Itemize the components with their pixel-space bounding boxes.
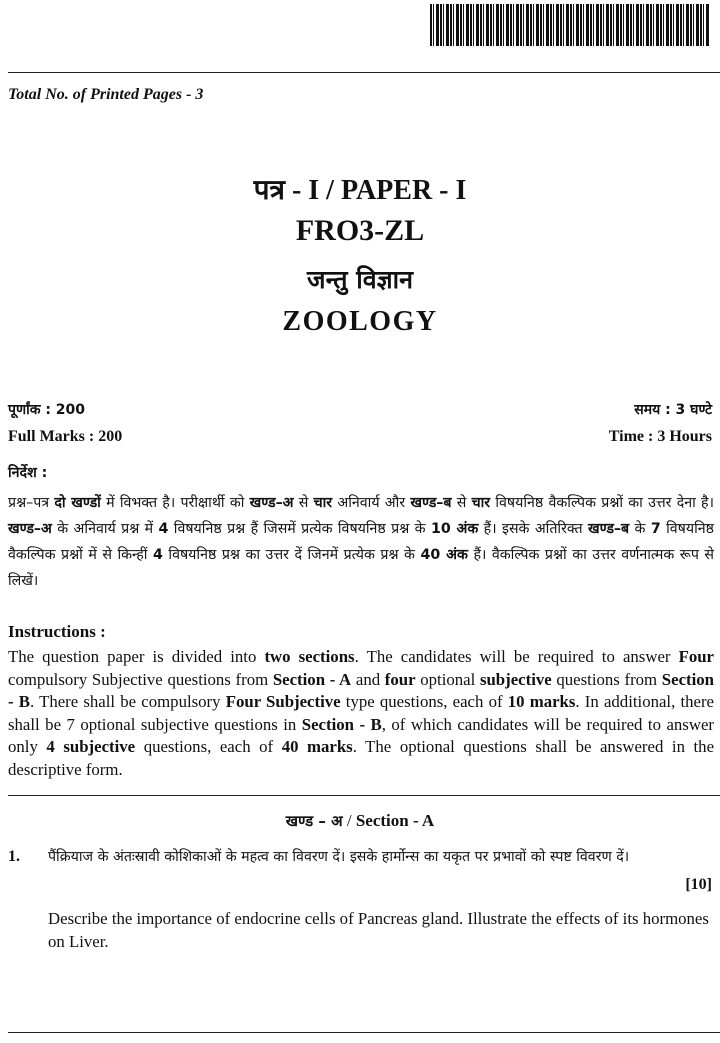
subject-hindi: जन्तु विज्ञान [307,265,413,294]
full-marks-english: Full Marks : 200 [8,428,123,445]
directions-hindi: प्रश्न–पत्र दो खण्डों में विभक्त है। परीक्षार्थी को खण्ड–अ से चार अनिवार्य और खण्ड–ब से चार विषयनिष्ठ वैकल्पिक प्रश्नों का उत्तर देना है। खण्ड–अ के अनिवार्य प्रश्न में 4 विषयनिष्ठ प्रश्न हैं जिसमें प्रत्येक विषयनिष्ठ प्रश्न के 10 अंक हैं। इसके अतिरिक्त खण्ड–ब के 7 विषयनिष्ठ वैकल्पिक प्रश्नों में से किन्हीं 4 विषयनिष्ठ प्रश्न का उत्तर दें जिनमें प्रत्येक प्रश्न के 40 अंक हैं। वैकल्पिक प्रश्नों का उत्तर वर्णनात्मक रूप से लिखें। [8,495,714,589]
directions-heading: निर्देश : [8,465,48,481]
section-divider [8,795,720,796]
printed-pages-note: Total No. of Printed Pages - 3 [8,86,204,103]
full-marks-hindi: पूर्णांक : 200 [8,402,86,418]
subject-english: ZOOLOGY [282,306,438,337]
paper-code: FRO3-ZL [295,214,425,247]
top-divider [8,72,720,73]
instructions-heading: Instructions : [8,622,106,641]
paper-title: पत्र - I / PAPER - I [253,175,467,206]
section-a-heading: खण्ड – अ / Section - A [285,811,435,830]
question-text-hindi: पैंक्रियाज के अंतःस्रावी कोशिकाओं के महत्व का विवरण दें। इसके हार्मोन्स का यकृत पर प्रभावों को स्पष्ट विवरण दें। [48,849,630,865]
question-marks: [10] [685,876,712,893]
time-english: Time : 3 Hours [608,428,712,445]
barcode [430,4,710,46]
question-number: 1. [8,848,20,865]
instructions-english: The question paper is divided into two sections. The candidates will be required to answer Four compulsory Subjective questions from Section - A and four optional subjective questions from Section - B. There shall be compulsory Four Subjective type questions, each of 10 marks. In additional, there shall be 7 optional subjective questions in Section - B, of which candidates will be required to answer only 4 subjective questions, each of 40 marks. The optional questions shall be answered in the descriptive form. [8,647,715,779]
time-hindi: समय : 3 घण्टे [634,402,712,418]
question-text-english: Describe the importance of endocrine cells of Pancreas gland. Illustrate the effects of its hormones on Liver. [48,909,709,951]
bottom-divider [8,1032,720,1033]
